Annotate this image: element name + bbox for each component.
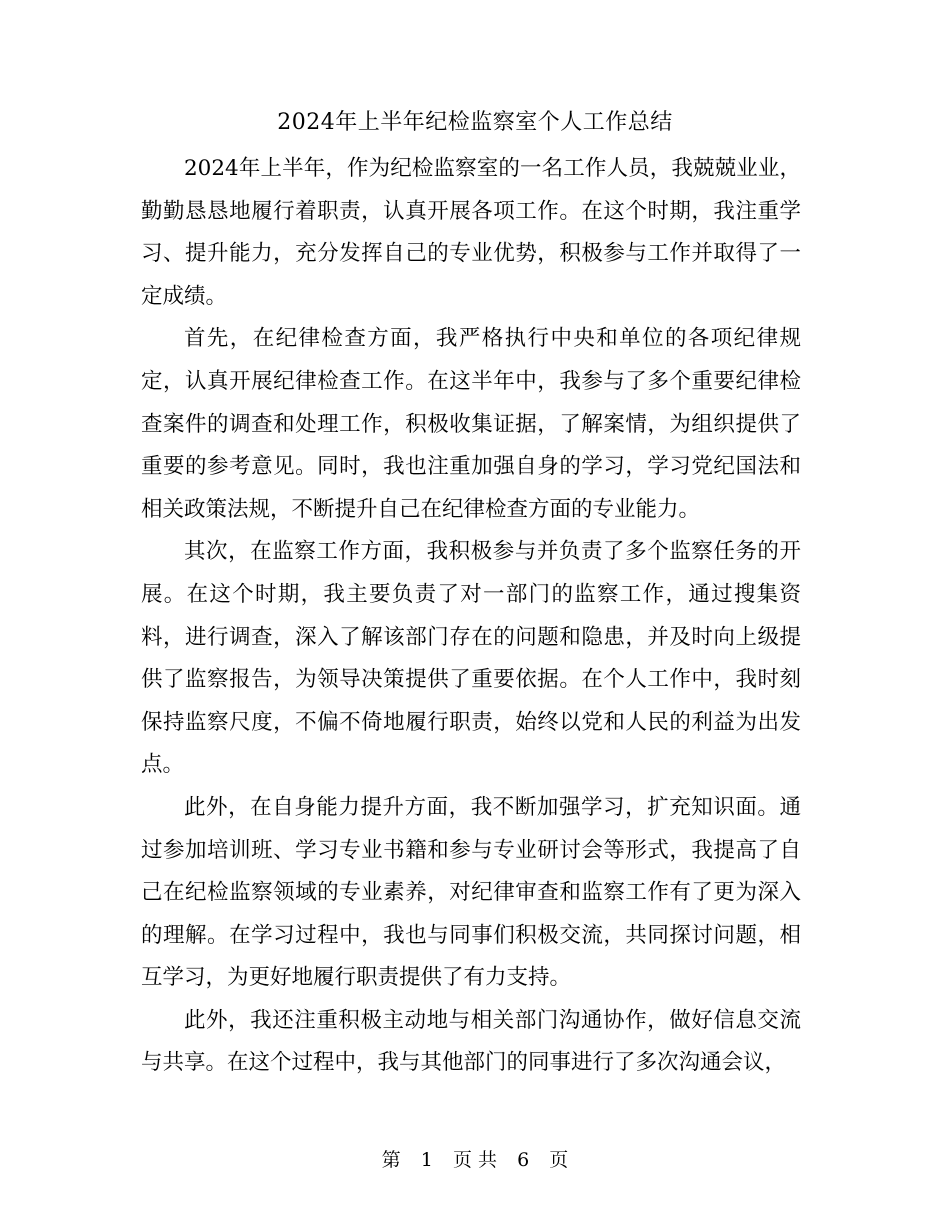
document-title: 2024年上半年纪检监察室个人工作总结 bbox=[277, 110, 673, 135]
current-page-number: 1 bbox=[420, 1149, 433, 1171]
paragraph-3: 其次，在监察工作方面，我积极参与并负责了多个监察任务的开展。在这个时期，我主要负责了对一部门的监察工作，通过搜集资料，进行调查，深入了解该部门存在的问题和隐患，并及时向上级提供了监察报告，为领导决策提供了重要依据。在个人工作中，我时刻保持监察尺度，不偏不倚地履行职责，始终以党和人民的利益为出发点。 bbox=[141, 539, 801, 778]
paragraph-1: 2024年上半年，作为纪检监察室的一名工作人员，我兢兢业业，勤勤恳恳地履行着职责，认真开展各项工作。在这个时期，我注重学习、提升能力，充分发挥自己的专业优势，积极参与工作并取得了一定成绩。 bbox=[141, 156, 801, 309]
document-body bbox=[141, 148, 801, 1085]
page-label-prefix: 第 bbox=[381, 1149, 401, 1171]
page-footer bbox=[0, 1145, 950, 1175]
page-label-suffix: 页 bbox=[549, 1149, 569, 1171]
paragraph-5: 此外，我还注重积极主动地与相关部门沟通协作，做好信息交流与共享。在这个过程中，我与其他部门的同事进行了多次沟通会议， bbox=[141, 1007, 801, 1076]
total-pages-number: 6 bbox=[517, 1149, 530, 1171]
page-label-mid: 页 共 bbox=[452, 1149, 498, 1171]
paragraph-4: 此外，在自身能力提升方面，我不断加强学习，扩充知识面。通过参加培训班、学习专业书籍和参与专业研讨会等形式，我提高了自己在纪检监察领域的专业素养，对纪律审查和监察工作有了更为深入的理解。在学习过程中，我也与同事们积极交流，共同探讨问题，相互学习，为更好地履行职责提供了有力支持。 bbox=[141, 794, 801, 991]
paragraph-2: 首先，在纪律检查方面，我严格执行中央和单位的各项纪律规定，认真开展纪律检查工作。在这半年中，我参与了多个重要纪律检查案件的调查和处理工作，积极收集证据，了解案情，为组织提供了重要的参考意见。同时，我也注重加强自身的学习，学习党纪国法和相关政策法规，不断提升自己在纪律检查方面的专业能力。 bbox=[141, 326, 801, 522]
